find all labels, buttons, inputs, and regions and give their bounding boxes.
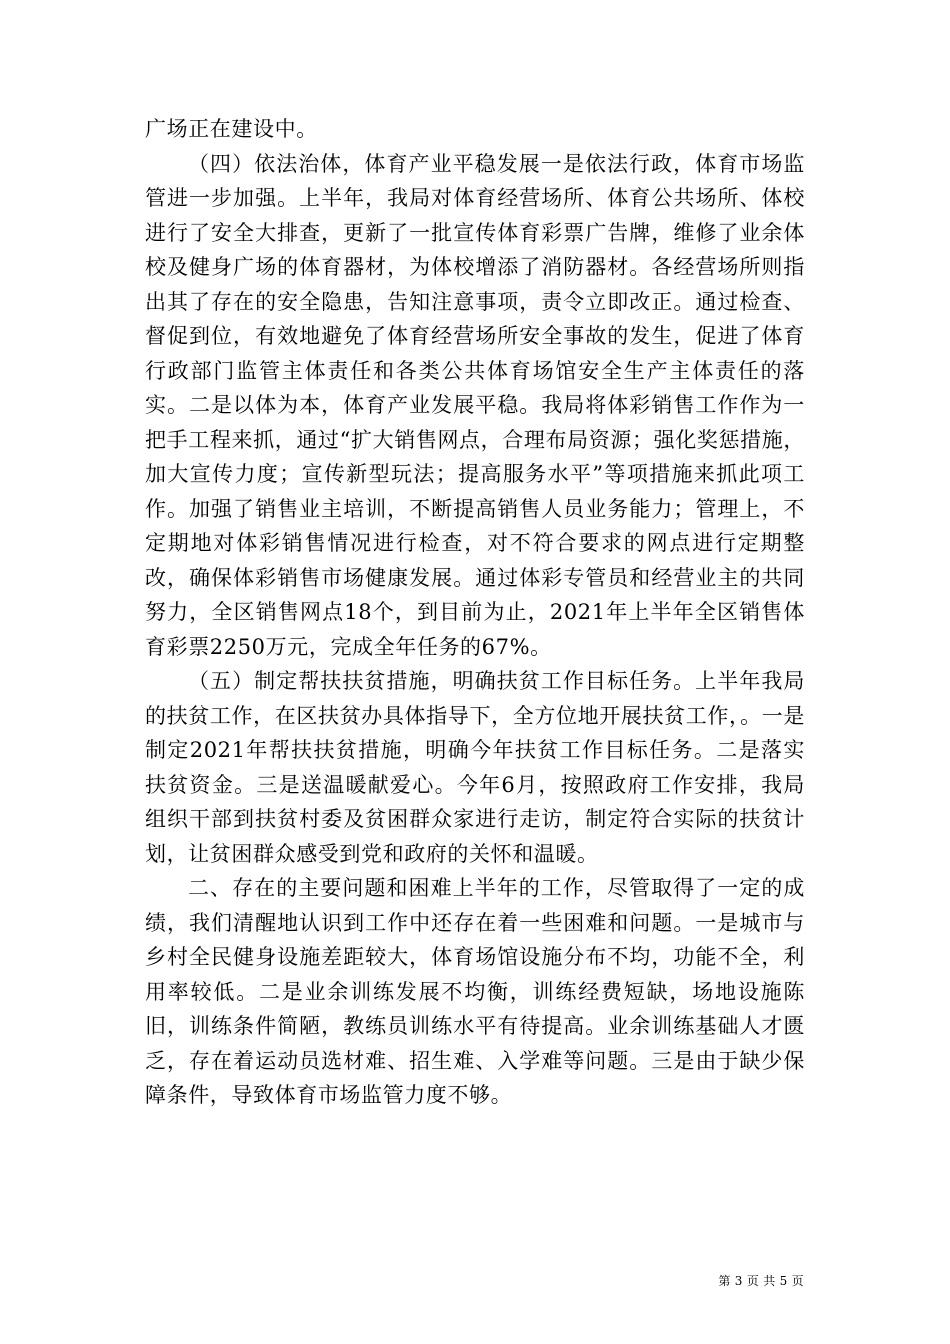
paragraph-section-four: （四）依法治体，体育产业平稳发展一是依法行政，体育市场监管进一步加强。上半年，我局对体育经营场所、体育公共场所、体校进行了安全大排查，更新了一批宣传体育彩票广告牌，维修了业余体校及健身广场的体育器材，为体校增添了消防器材。各经营场所则指出其了存在的安全隐患，告知注意事项，责令立即改正。通过检查、督促到位，有效地避免了体育经营场所安全事故的发生，促进了体育行政部门监管主体责任和各类公共体育场馆安全生产主体责任的落实。二是以体为本，体育产业发展平稳。我局将体彩销售工作作为一把手工程来抓，通过“扩大销售网点，合理布局资源；强化奖惩措施，加大宣传力度；宣传新型玩法；提高服务水平”等项措施来抓此项工作。加强了销售业主培训，不断提高销售人员业务能力；管理上，不定期地对体彩销售情况进行检查，对不符合要求的网点进行定期整改，确保体彩销售市场健康发展。通过体彩专管员和经营业主的共同努力，全区销售网点18个，到目前为止，2021年上半年全区销售体育彩票2250万元，完成全年任务的67%。: [145, 151, 805, 659]
paragraph-problems: 二、存在的主要问题和困难上半年的工作，尽管取得了一定的成绩，我们清醒地认识到工作中还存在着一些困难和问题。一是城市与乡村全民健身设施差距较大，体育场馆设施分布不均，功能不全，利用率较低。二是业余训练发展不均衡，训练经费短缺，场地设施陈旧，训练条件简陋，教练员训练水平有待提高。业余训练基础人才匮乏，存在着运动员选材难、招生难、入学难等问题。三是由于缺少保障条件，导致体育市场监管力度不够。: [145, 876, 805, 1107]
page-number-footer: 第 3 页 共 5 页: [718, 1274, 804, 1288]
document-body: [145, 112, 805, 1113]
paragraph-section-five: （五）制定帮扶扶贫措施，明确扶贫工作目标任务。上半年我局的扶贫工作，在区扶贫办具体指导下，全方位地开展扶贫工作，。一是制定2021年帮扶扶贫措施，明确今年扶贫工作目标任务。二是落实扶贫资金。三是送温暖献爱心。今年6月，按照政府工作安排，我局组织干部到扶贫村委及贫困群众家进行走访，制定符合实际的扶贫计划，让贫困群众感受到党和政府的关怀和温暖。: [145, 669, 805, 866]
paragraph-intro-continuation: 广场正在建设中。: [145, 117, 318, 141]
